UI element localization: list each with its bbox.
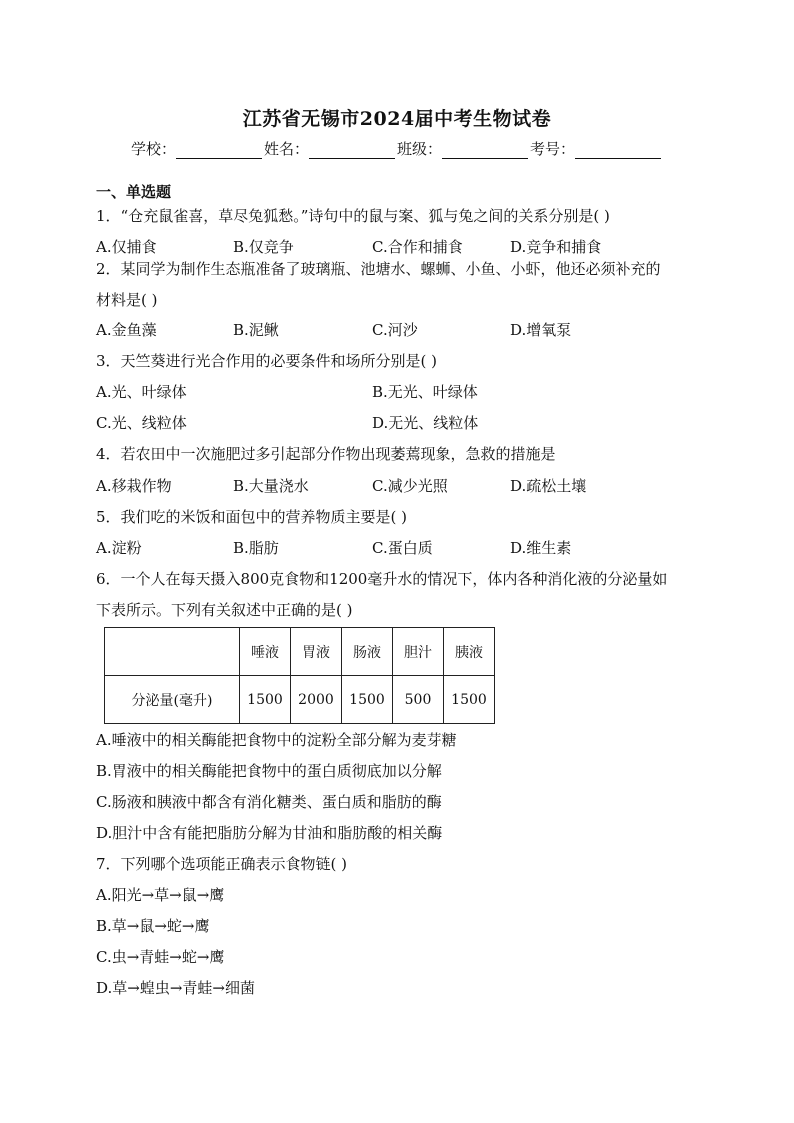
question-7-option-b[interactable]: B.草→鼠→蛇→鹰 <box>96 917 210 935</box>
school-blank[interactable] <box>176 142 262 159</box>
table-header-cell: 胰液 <box>444 628 495 676</box>
question-6-stem-line-2: 下表所示。下列有关叙述中正确的是( ) <box>96 601 353 619</box>
question-7-option-a[interactable]: A.阳光→草→鼠→鹰 <box>96 886 225 904</box>
question-4-stem: 4．若农田中一次施肥过多引起部分作物出现萎蔫现象，急救的措施是 <box>96 445 556 463</box>
table-cell: 500 <box>393 676 444 724</box>
class-field[interactable] <box>397 138 530 159</box>
question-2-stem-line-1: 2．某同学为制作生态瓶准备了玻璃瓶、池塘水、螺蛳、小鱼、小虾，他还必须补充的 <box>96 260 661 278</box>
question-5-option-d[interactable]: D.维生素 <box>510 539 572 557</box>
question-3-stem: 3．天竺葵进行光合作用的必要条件和场所分别是( ) <box>96 352 438 370</box>
question-6-option-b[interactable]: B.胃液中的相关酶能把食物中的蛋白质彻底加以分解 <box>96 762 442 780</box>
question-2-option-b[interactable]: B.泥鳅 <box>233 321 279 339</box>
question-3-option-b[interactable]: B.无光、叶绿体 <box>372 383 478 401</box>
table-header-cell: 胆汁 <box>393 628 444 676</box>
class-blank[interactable] <box>442 142 528 159</box>
question-3-option-c[interactable]: C.光、线粒体 <box>96 414 187 432</box>
question-4-option-a[interactable]: A.移栽作物 <box>96 477 172 495</box>
page-title: 江苏省无锡市2024届中考生物试卷 <box>242 108 552 130</box>
student-info-row <box>0 138 794 159</box>
name-blank[interactable] <box>309 142 395 159</box>
question-7-option-d[interactable]: D.草→蝗虫→青蛙→细菌 <box>96 979 255 997</box>
table-row <box>105 676 495 724</box>
question-1-option-d[interactable]: D.竞争和捕食 <box>510 238 602 256</box>
question-6-option-d[interactable]: D.胆汁中含有能把脂肪分解为甘油和脂肪酸的相关酶 <box>96 824 443 842</box>
secretion-table <box>104 627 495 724</box>
number-field[interactable] <box>530 138 663 159</box>
question-2-stem-line-2: 材料是( ) <box>96 291 158 309</box>
question-4-option-c[interactable]: C.减少光照 <box>372 477 448 495</box>
number-label: 考号： <box>530 140 576 158</box>
number-blank[interactable] <box>575 142 661 159</box>
question-7-stem: 7．下列哪个选项能正确表示食物链( ) <box>96 855 348 873</box>
question-6-option-a[interactable]: A.唾液中的相关酶能把食物中的淀粉全部分解为麦芽糖 <box>96 731 457 749</box>
table-cell: 1500 <box>444 676 495 724</box>
table-header-cell: 胃液 <box>291 628 342 676</box>
question-6-option-c[interactable]: C.肠液和胰液中都含有消化糖类、蛋白质和脂肪的酶 <box>96 793 442 811</box>
question-5-option-a[interactable]: A.淀粉 <box>96 539 142 557</box>
question-4-option-b[interactable]: B.大量浇水 <box>233 477 309 495</box>
question-2-option-a[interactable]: A.金鱼藻 <box>96 321 157 339</box>
question-6-stem-line-1: 6．一个人在每天摄入800克食物和1200毫升水的情况下，体内各种消化液的分泌量如 <box>96 570 668 588</box>
question-5-option-c[interactable]: C.蛋白质 <box>372 539 433 557</box>
question-5-option-b[interactable]: B.脂肪 <box>233 539 279 557</box>
section-heading: 一、单选题 <box>96 183 172 201</box>
question-1-option-c[interactable]: C.合作和捕食 <box>372 238 463 256</box>
table-cell: 2000 <box>291 676 342 724</box>
table-cell: 1500 <box>240 676 291 724</box>
question-7-option-c[interactable]: C.虫→青蛙→蛇→鹰 <box>96 948 225 966</box>
name-field[interactable] <box>264 138 397 159</box>
class-label: 班级： <box>397 140 443 158</box>
question-2-option-c[interactable]: C.河沙 <box>372 321 418 339</box>
question-1-option-b[interactable]: B.仅竞争 <box>233 238 294 256</box>
question-3-option-d[interactable]: D.无光、线粒体 <box>372 414 479 432</box>
table-cell: 1500 <box>342 676 393 724</box>
name-label: 姓名： <box>263 140 309 158</box>
table-header-cell: 肠液 <box>342 628 393 676</box>
school-field[interactable] <box>131 138 264 159</box>
question-1-stem: 1．“仓充鼠雀喜，草尽兔狐愁。”诗句中的鼠与案、狐与兔之间的关系分别是( ) <box>96 207 610 225</box>
school-label: 学校： <box>130 140 176 158</box>
question-3-option-a[interactable]: A.光、叶绿体 <box>96 383 187 401</box>
question-2-option-d[interactable]: D.增氧泵 <box>510 321 572 339</box>
question-5-stem: 5．我们吃的米饭和面包中的营养物质主要是( ) <box>96 508 408 526</box>
table-header-cell: 唾液 <box>240 628 291 676</box>
question-1-option-a[interactable]: A.仅捕食 <box>96 238 157 256</box>
question-4-option-d[interactable]: D.疏松土壤 <box>510 477 587 495</box>
table-header-row <box>105 628 495 676</box>
table-header-cell <box>105 628 240 676</box>
table-row-label: 分泌量(毫升) <box>105 676 240 724</box>
